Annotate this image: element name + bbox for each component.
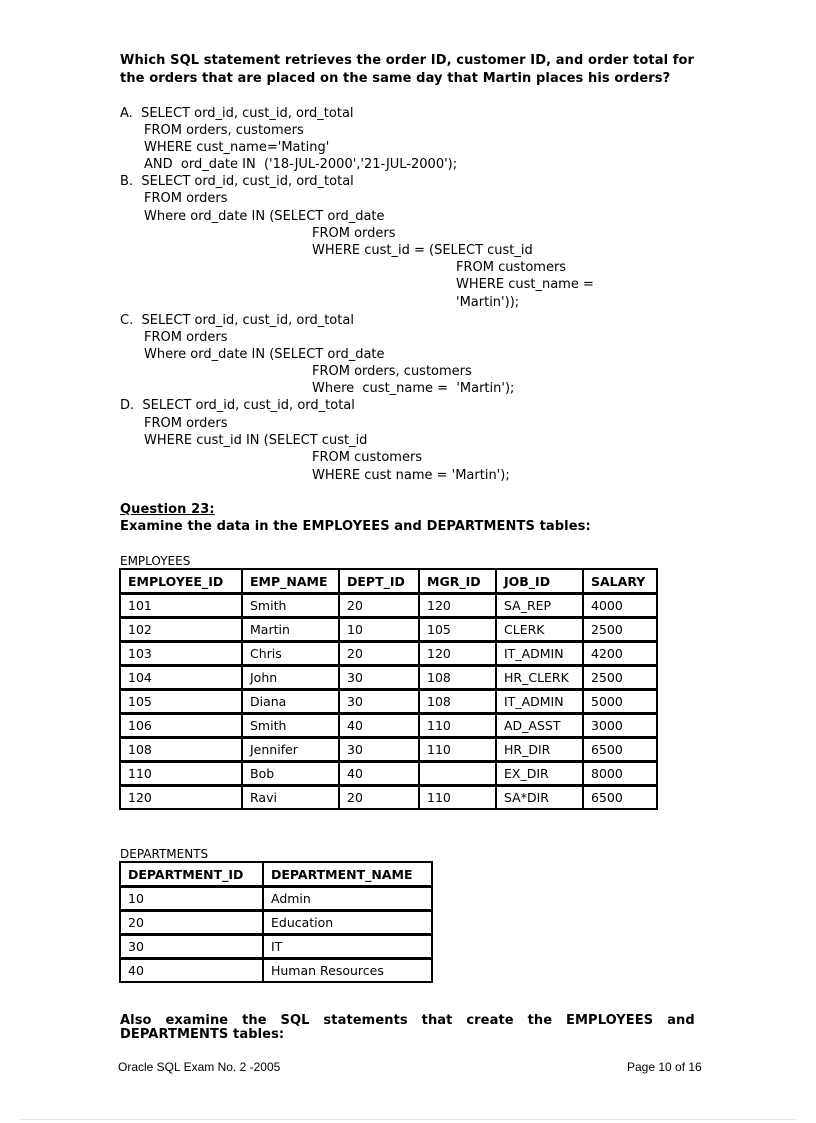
- employees-table-cell: CLERK: [496, 617, 583, 641]
- employees-header-cell: DEPT_ID: [339, 569, 419, 593]
- employees-table-cell: 101: [120, 593, 242, 617]
- departments-table-row: [120, 910, 432, 934]
- employees-table-cell: SA_REP: [496, 593, 583, 617]
- employees-table-cell: 102: [120, 617, 242, 641]
- employees-table-row: [120, 641, 657, 665]
- employees-table-row: [120, 737, 657, 761]
- employees-table-cell: John: [242, 665, 339, 689]
- employees-table-cell: 4000: [583, 593, 657, 617]
- employees-table-row: [120, 617, 657, 641]
- employees-table-cell: IT_ADMIN: [496, 641, 583, 665]
- departments-table-cell: Admin: [263, 886, 432, 910]
- employees-table-cell: 110: [419, 785, 496, 809]
- employees-table-row: [120, 713, 657, 737]
- employees-table-cell: Jennifer: [242, 737, 339, 761]
- employees-table-row: [120, 689, 657, 713]
- departments-table-row: [120, 958, 432, 982]
- employees-header-cell: MGR_ID: [419, 569, 496, 593]
- option-c-line-4: FROM orders, customers: [312, 364, 472, 379]
- departments-header-cell: DEPARTMENT_NAME: [263, 862, 432, 886]
- employees-table-cell: 40: [339, 713, 419, 737]
- option-b-line-2: FROM orders: [144, 191, 228, 206]
- employees-table-cell: HR_CLERK: [496, 665, 583, 689]
- employees-header-cell: EMP_NAME: [242, 569, 339, 593]
- departments-table: [119, 861, 433, 983]
- employees-table-row: [120, 665, 657, 689]
- departments-header-row: [120, 862, 432, 886]
- employees-table-cell: 103: [120, 641, 242, 665]
- also-examine-line-1: Also examine the SQL statements that create the EMPLOYEES and: [120, 1013, 695, 1028]
- employees-table-cell: EX_DIR: [496, 761, 583, 785]
- departments-table-cell: 10: [120, 886, 263, 910]
- option-c-line-2: FROM orders: [144, 330, 228, 345]
- employees-table-cell: Chris: [242, 641, 339, 665]
- option-a-line-4: AND ord_date IN ('18-JUL-2000','21-JUL-2000');: [144, 157, 458, 172]
- employees-table-cell: Diana: [242, 689, 339, 713]
- employees-table-cell: 4200: [583, 641, 657, 665]
- employees-table-cell: 106: [120, 713, 242, 737]
- employees-table-cell: 3000: [583, 713, 657, 737]
- option-d-line-1: D. SELECT ord_id, cust_id, ord_total: [120, 398, 355, 413]
- employees-header-cell: SALARY: [583, 569, 657, 593]
- option-d-line-5: WHERE cust name = 'Martin');: [312, 468, 510, 483]
- question-22-line-2: the orders that are placed on the same day that Martin places his orders?: [120, 71, 671, 86]
- employees-table-cell: 104: [120, 665, 242, 689]
- employees-table-cell: 6500: [583, 785, 657, 809]
- footer-page-number: Page 10 of 16: [627, 1060, 702, 1074]
- employees-table-cell: 8000: [583, 761, 657, 785]
- option-a-line-3: WHERE cust_name='Mating': [144, 140, 330, 155]
- employees-table-cell: IT_ADMIN: [496, 689, 583, 713]
- employees-table-cell: 110: [419, 737, 496, 761]
- employees-table-cell: 10: [339, 617, 419, 641]
- option-b-line-4: FROM orders: [312, 226, 396, 241]
- employees-table-cell: 110: [419, 713, 496, 737]
- employees-table-row: [120, 593, 657, 617]
- departments-table-cell: 30: [120, 934, 263, 958]
- employees-header-cell: EMPLOYEE_ID: [120, 569, 242, 593]
- departments-header-cell: DEPARTMENT_ID: [120, 862, 263, 886]
- employees-table-cell: 108: [419, 665, 496, 689]
- departments-table-cell: IT: [263, 934, 432, 958]
- employees-table-cell: Ravi: [242, 785, 339, 809]
- employees-table-cell: 105: [120, 689, 242, 713]
- departments-table-body: [120, 886, 432, 982]
- departments-table-row: [120, 934, 432, 958]
- employees-table-cell: 5000: [583, 689, 657, 713]
- employees-table-cell: 108: [120, 737, 242, 761]
- option-b-line-5: WHERE cust_id = (SELECT cust_id: [312, 243, 533, 258]
- employees-table-cell: 120: [120, 785, 242, 809]
- employees-table-cell: 30: [339, 665, 419, 689]
- employees-table-cell: 110: [120, 761, 242, 785]
- departments-table-cell: 40: [120, 958, 263, 982]
- employees-table-cell: AD_ASST: [496, 713, 583, 737]
- option-a-line-1: A. SELECT ord_id, cust_id, ord_total: [120, 106, 354, 121]
- employees-table: [119, 568, 658, 810]
- employees-header-cell: JOB_ID: [496, 569, 583, 593]
- option-a-line-2: FROM orders, customers: [144, 123, 304, 138]
- employees-table-cell: 20: [339, 641, 419, 665]
- employees-header-row: [120, 569, 657, 593]
- option-b-line-3: Where ord_date IN (SELECT ord_date: [144, 209, 385, 224]
- employees-table-cell: Martin: [242, 617, 339, 641]
- departments-table-cell: 20: [120, 910, 263, 934]
- departments-table-cell: Human Resources: [263, 958, 432, 982]
- employees-table-label: EMPLOYEES: [120, 554, 191, 568]
- employees-table-cell: [419, 761, 496, 785]
- employees-table-cell: HR_DIR: [496, 737, 583, 761]
- option-c-line-1: C. SELECT ord_id, cust_id, ord_total: [120, 313, 354, 328]
- option-b-line-7: WHERE cust_name =: [456, 277, 594, 292]
- employees-table-row: [120, 785, 657, 809]
- employees-table-cell: 30: [339, 737, 419, 761]
- employees-table-cell: 120: [419, 593, 496, 617]
- question-23-instruction: Examine the data in the EMPLOYEES and DEPARTMENTS tables:: [120, 519, 591, 534]
- employees-table-cell: 20: [339, 785, 419, 809]
- option-d-line-2: FROM orders: [144, 416, 228, 431]
- page-bottom-divider: [20, 1119, 796, 1120]
- employees-table-body: [120, 593, 657, 809]
- employees-table-row: [120, 761, 657, 785]
- employees-table-cell: Smith: [242, 593, 339, 617]
- employees-table-cell: 2500: [583, 665, 657, 689]
- option-d-line-4: FROM customers: [312, 450, 423, 465]
- employees-table-cell: 120: [419, 641, 496, 665]
- option-c-line-5: Where cust_name = 'Martin');: [312, 381, 515, 396]
- question-22-line-1: Which SQL statement retrieves the order ID, customer ID, and order total for: [120, 53, 695, 68]
- employees-table-cell: 6500: [583, 737, 657, 761]
- employees-table-cell: 108: [419, 689, 496, 713]
- footer-exam-title: Oracle SQL Exam No. 2 -2005: [118, 1060, 281, 1074]
- employees-table-cell: 30: [339, 689, 419, 713]
- employees-table-cell: 105: [419, 617, 496, 641]
- departments-table-label: DEPARTMENTS: [120, 847, 209, 861]
- employees-table-cell: SA*DIR: [496, 785, 583, 809]
- employees-table-cell: 2500: [583, 617, 657, 641]
- employees-table-cell: Smith: [242, 713, 339, 737]
- option-b-line-6: FROM customers: [456, 260, 567, 275]
- option-c-line-3: Where ord_date IN (SELECT ord_date: [144, 347, 385, 362]
- employees-table-cell: 40: [339, 761, 419, 785]
- employees-table-cell: 20: [339, 593, 419, 617]
- question-23-heading: Question 23:: [120, 502, 215, 517]
- departments-table-cell: Education: [263, 910, 432, 934]
- option-b-line-8: 'Martin'));: [456, 295, 520, 310]
- option-d-line-3: WHERE cust_id IN (SELECT cust_id: [144, 433, 368, 448]
- departments-table-row: [120, 886, 432, 910]
- option-b-line-1: B. SELECT ord_id, cust_id, ord_total: [120, 174, 354, 189]
- also-examine-line-2: DEPARTMENTS tables:: [120, 1027, 285, 1042]
- employees-table-cell: Bob: [242, 761, 339, 785]
